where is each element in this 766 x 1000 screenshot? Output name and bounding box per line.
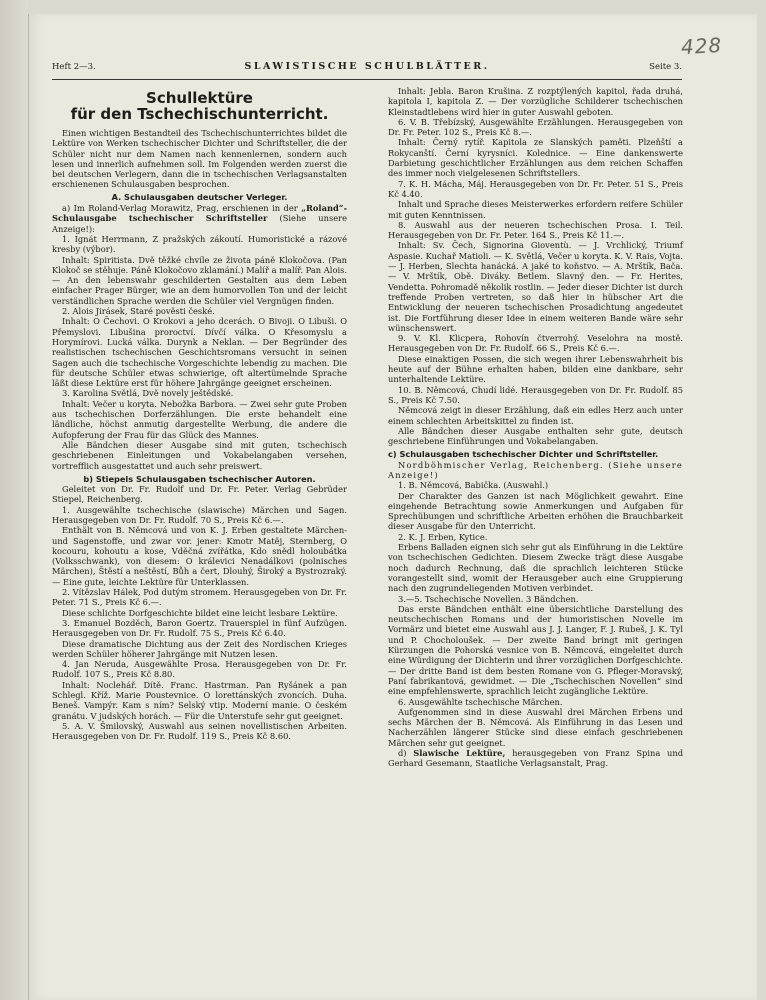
handwritten-page-number: 428 [680,32,723,60]
list-item: 2. Vítězslav Hálek, Pod dutým stromem. Herausgegeben von Dr. Fr. Peter. 71 S., Preis Kč 6.—. [52,587,347,608]
left-column [52,86,347,742]
section-d-text: herausgegeben von Franz Spina und Gerhard Gesemann, Staatliche Verlagsanstalt, Prag. [388,748,684,769]
list-item: Alle Bändchen dieser Ausgabe sind mit guten, tschechisch geschriebenen Einleitungen und Vokabelangaben versehen, vortrefflich ausgestattet und auch sehr preiswert. [52,439,347,471]
right-column [388,86,683,769]
list-item: Diese schlichte Dorfgeschichte bildet eine leicht lesbare Lektüre. [62,607,338,618]
intro-paragraph: Einen wichtigen Bestandteil des Tschechischunterrichtes bildet die Lektüre von Werken tschechischer Dichter und Schriftsteller, die der Schüler nicht nur dem Namen nach kennenlernen, sondern auch lesen und innerlich aufnehmen soll. Im Folgenden werden zuerst die bei deutschen Verlegern, dann die in tschechischen Verlagsanstalten erschienenen Schulausgaben besprochen. [52,128,347,190]
list-item: Diese dramatische Dichtung aus der Zeit des Nordischen Krieges werden Schüler höherer Jahrgänge mit Nutzen lesen. [52,638,347,659]
list-item: 2. Alois Jirásek, Staré pověsti české. [62,306,215,317]
list-item: 3. Emanuel Bozděch, Baron Goertz. Trauerspiel in fünf Aufzügen. Herausgegeben von Dr. Fr. Rudolf. 75 S., Preis Kč 6.40. [52,617,347,639]
list-item: Alle Bändchen dieser Ausgabe enthalten sehr gute, deutsch geschriebene Einführungen und Vokabelangaben. [388,425,683,447]
section-a-intro [52,203,347,234]
article-title-line2: für den Tschechischunterricht. [70,105,329,123]
list-item: Inhalt: Spiritista. Dvě těžké chvíle ze života páně Klokočova. (Pan Klokoč se stěhuje. Páně Klokočovo zklamání.) Malíř a malíř. Pan Alois. — An den lebenswahr geschilderten Gestalten aus dem Leben einfacher Prager Bürger, wie an dem humorvollen Ton und der leicht verständlichen Sprache werden die Schüler viel Vergnügen finden. [52,254,347,306]
running-header [52,62,682,76]
section-b-title: Stiepels Schulausgaben tschechischer Autoren. [95,473,316,484]
list-item: 4. Jan Neruda, Ausgewählte Prosa. Herausgegeben von Dr. Fr. Rudolf. 107 S., Preis Kč 8.80. [52,659,347,680]
list-item: 6. V. B. Třebízský, Ausgewählte Erzählungen. Herausgegeben von Dr. Fr. Peter. 102 S., Preis Kč 8.—. [388,116,683,138]
list-item: Inhalt und Sprache dieses Meisterwerkes erfordern reifere Schüler mit guten Kenntnissen. [388,199,683,220]
section-c-publisher: Nordböhmischer Verlag, Reichenberg. (Siehe unsere Anzeige!) [388,459,683,480]
list-item: 1. Ausgewählte tschechische (slawische) Märchen und Sagen. Herausgegeben von Dr. Fr. Rudolf. 70 S., Preis Kč 6.—. [52,504,347,525]
issue-label: Heft 2—3. [52,62,96,72]
section-a-intro-text: a) Im Roland-Verlag Morawitz, Prag, erschienen in der [62,203,298,214]
section-c-heading [388,449,683,459]
list-item: 1. B. Němcová, Babička. (Auswahl.) [398,480,549,491]
list-item: 8. Auswahl aus der neueren tschechischen Prosa. I. Teil. Herausgegeben von Dr. Fr. Peter. 164 S., Preis Kč 11.—. [388,219,683,241]
list-item: 3.—5. Tschechische Novellen. 3 Bändchen. [398,593,579,604]
section-d-prefix: d) [398,748,407,758]
section-c-prefix: c) [388,449,397,460]
header-rule [52,79,682,80]
list-item: Němcová zeigt in dieser Erzählung, daß ein edles Herz auch unter einem schlechten Arbeitskittel zu finden ist. [388,405,683,426]
article-title-line1: Schullektüre [146,89,253,107]
list-item: Aufgenommen sind in diese Auswahl drei Märchen Erbens und sechs Märchen der B. Němcová. Als Einführung in das Lesen und Nacherzählen längerer Stücke sind diese einfach geschriebenen Märchen sehr gut geeignet. [388,706,683,748]
list-item: Inhalt: Večer u koryta. Nebožka Barbora. — Zwei sehr gute Proben aus tschechischen Dorferzählungen. Die erste behandelt eine ländliche, höchst anmutig dargestellte Werbung, die andere die Aufopferung der Frau für das Glück des Mannes. [52,398,347,440]
section-b-heading [52,474,347,484]
list-item: Inhalt: Noclehář. Dítě. Franc. Hastrman. Pan Ryšánek a pan Schlegl. Kříž. Marie Poustevnice. O lorettánských zvoncích. Duha. Beneš. Vampýr. Kam s ním? Selský vtip. Moderní manie. O českém granátu. V judských horách. — Für die Unterstufe sehr gut geeignet. [52,679,347,721]
list-item: Der Charakter des Ganzen ist nach Möglichkeit gewahrt. Eine eingehende Betrachtung sowie Anmerkungen und Aufgaben für Sprechübungen und schriftliche Arbeiten erhöhen die Brauchbarkeit dieser Ausgabe für den Unterricht. [388,490,683,532]
list-item: 5. A. V. Šmilovský, Auswahl aus seinen novellistischen Arbeiten. Herausgegeben von Dr. Fr. Rudolf. 119 S., Preis Kč 8.60. [52,720,347,742]
section-b-edited: Geleitet von Dr. Fr. Rudolf und Dr. Fr. Peter. Verlag Gebrüder Stiepel, Reichenberg. [52,484,347,505]
section-d-title: Slawische Lektüre, [413,748,506,758]
page-label: Seite 3. [649,62,682,72]
article-title [52,90,347,122]
section-b-prefix: b) [83,473,93,484]
list-item: Das erste Bändchen enthält eine übersichtliche Darstellung des neutschechischen Romans und der humoristischen Novelle im Vormärz und bietet eine Auswahl aus J. J. Langer, F. J. Rubeš, J. K. Tyl und P. Chocholoušek. — Der zweite Band bringt mit geringen Kürzungen die Pohorská vesnice von B. Němcová, eingeleitet durch eine Würdigung der Dichterin und ihrer vorzüglichen Dorfgeschichte. — Der dritte Band ist dem besten Romane von G. Pfleger-Moravský, Paní fabrikantová, gewidmet. — Die „Tschechischen Novellen“ sind eine empfehlenswerte, sprachlich leicht zugängliche Lektüre. [388,603,683,697]
section-d-paragraph [388,748,683,769]
list-item: 9. V. Kl. Klicpera, Rohovín čtverrohý. Veselohra na mostě. Herausgegeben von Dr. Fr. Rudolf. 66 S., Preis Kč 6.—. [388,333,683,354]
list-item: Inhalt: Černý rytíř. Kapitola ze Slanských paměti. Plzeňští a Rokycanští. Černí kyrysníci. Kolednice. — Eine dankenswerte Darbietung geschichtlicher Erzählungen aus dem reichen Schaffen des immer noch vielgelesenen Schriftstellers. [388,137,683,179]
list-item: 10. B. Němcová, Chudí lidé. Herausgegeben von Dr. Fr. Rudolf. 85 S., Preis Kč 7.50. [388,384,683,405]
page-edge [0,0,28,1000]
list-item: 6. Ausgewählte tschechische Märchen. [398,696,563,707]
list-item: 1. Ignát Herrmann, Z pražských zákoutí. Humoristické a rázové kresby (výbor). [52,233,347,255]
section-a-heading: A. Schulausgaben deutscher Verleger. [111,191,288,202]
list-item: Inhalt: Sv. Čech, Signorina Gioventù. — J. Vrchlický, Triumf Aspasie. Kuchař Matioli. — K. Světlá, Večer u koryta. K. V. Rais, Vojta. — J. Herben, Slechta hanácká. A jaké to koňstvo. — A. Mrštík, Bača. — V. Mrštík, Obě. Diváky. Betlem. Slavný den. — Fr. Herites, Vendetta. Pohromadě několik rostlin. — Jeder dieser Dichter ist durch treffende Proben vertreten, so daß hier in hübscher Art die Entwicklung der neueren tschechischen Prosadichtung angedeutet ist. Die Fortführung dieser Idee in einem weiteren Bande wäre sehr wünschenswert. [388,240,683,333]
list-item: 2. K. J. Erben, Kytice. [398,531,488,542]
list-item: Enthält von B. Němcová und von K. J. Erben gestaltete Märchen- und Sagenstoffe, und zwar vor. jener: Kmotr Matěj, Sternberg, O kocouru, kohoutu a kose, Vděčná zvířátka, Kdo snědl holoubátka (Volksschwank), von diesem: O králevici Nenadálkovi (polnisches Märchen), Štěstí a neštěstí, Bůh a čert, Dlouhý, Široký a Bystrozraký. — Eine gute, leichte Lektüre für Unterklassen. [52,525,347,587]
section-c-title: Schulausgaben tschechischer Dichter und Schriftsteller. [399,449,659,460]
list-item: Inhalt: Jebla. Baron Krušina. Z rozptýlených kapitol, řada druhá, kapitola I, kapitola Z. — Der vorzügliche Schilderer tschechischen Kleinstadtlebens wird hier in guter Auswahl geboten. [388,86,683,117]
section-a-intro-note: (Siehe unsere Anzeige!): [52,213,347,234]
list-item: Inhalt: O Čechovi. O Krokovi a jeho dcerách. O Bivoji. O Libuši. O Přemyslovi. Libušina proroctví. Dívčí válka. O Křesomyslu a Horymírovi. Lucká válka. Durynk a Neklan. — Der Begründer des realistischen tschechischen Geschichtsromans versucht in seinen Sagen auch die tschechische Vorgeschichte lebendig zu machen. Die für deutsche Schüler etwas schwierige, oft altertümelnde Sprache läßt diese Lektüre erst für höhere Jahrgänge geeignet erscheinen. [52,316,347,389]
list-item: 7. K. H. Mácha, Máj. Herausgegeben von Dr. Fr. Peter. 51 S., Preis Kč 4.40. [388,178,683,199]
list-item: Diese einaktigen Possen, die sich wegen ihrer Lebenswahrheit bis heute auf der Bühne erhalten haben, bilden eine dankbare, sehr unterhaltende Lektüre. [388,353,683,385]
list-item: Erbens Balladen eignen sich sehr gut als Einführung in die Lektüre von tschechischen Gedichten. Diesem Zwecke trägt diese Ausgabe noch dadurch Rechnung, daß die sprachlich leichteren Stücke vorangestellt sind, womit der Herausgeber auch eine Gruppierung nach den zugrundeliegenden Motiven verbindet. [388,542,683,594]
journal-title: SLAWISTISCHE SCHULBLÄTTER. [244,61,490,72]
list-item: 3. Karolina Světlá, Dvě novely ještědské. [62,388,234,399]
roland-series-name: „Roland“-Schulausgabe tschechischer Schriftsteller [52,203,348,224]
